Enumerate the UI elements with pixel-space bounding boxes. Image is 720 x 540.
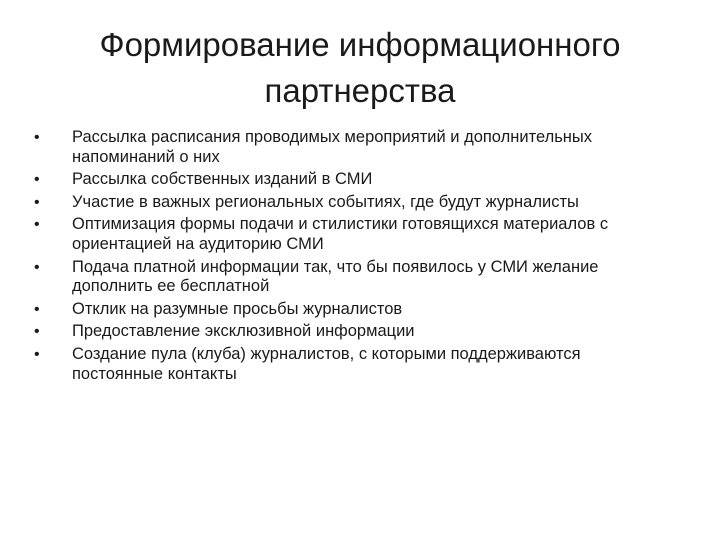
slide-title-line-1: Формирование информационного: [99, 26, 621, 63]
list-item-text: Участие в важных региональных событиях, где будут журналисты: [72, 192, 579, 211]
bullet-icon: •: [34, 258, 40, 276]
slide-title-line-2: партнерства: [264, 72, 456, 109]
list-item-text: Рассылка собственных изданий в СМИ: [72, 170, 373, 189]
list-item-text: Рассылка расписания проводимых мероприятий и дополнительных напоминаний о них: [72, 128, 593, 166]
bullet-icon: •: [34, 323, 40, 341]
list-item: [34, 322, 674, 342]
bullet-icon: •: [34, 171, 40, 189]
bullet-icon: •: [34, 216, 40, 234]
slide-title: [40, 22, 680, 114]
bullet-icon: •: [34, 300, 40, 318]
list-item: [34, 170, 674, 190]
list-item-text: Отклик на разумные просьбы журналистов: [72, 299, 403, 318]
list-item: [34, 258, 674, 297]
list-item: [34, 345, 674, 384]
list-item: [34, 128, 674, 167]
list-item: [34, 300, 674, 320]
list-item: [34, 193, 674, 213]
bullet-list: [34, 128, 674, 387]
list-item-text: Предоставление эксклюзивной информации: [72, 322, 415, 341]
bullet-icon: •: [34, 129, 40, 146]
bullet-icon: •: [34, 193, 40, 211]
list-item-text: Оптимизация формы подачи и стилистики готовящихся материалов с ориентацией на аудиторию СМИ: [72, 215, 609, 253]
list-item-text: Создание пула (клуба) журналистов, с которыми поддерживаются постоянные контакты: [72, 344, 581, 383]
bullet-icon: •: [34, 345, 40, 363]
list-item-text: Подача платной информации так, что бы появилось у СМИ желание дополнить ее бесплатной: [72, 257, 599, 296]
list-item: [34, 215, 674, 254]
